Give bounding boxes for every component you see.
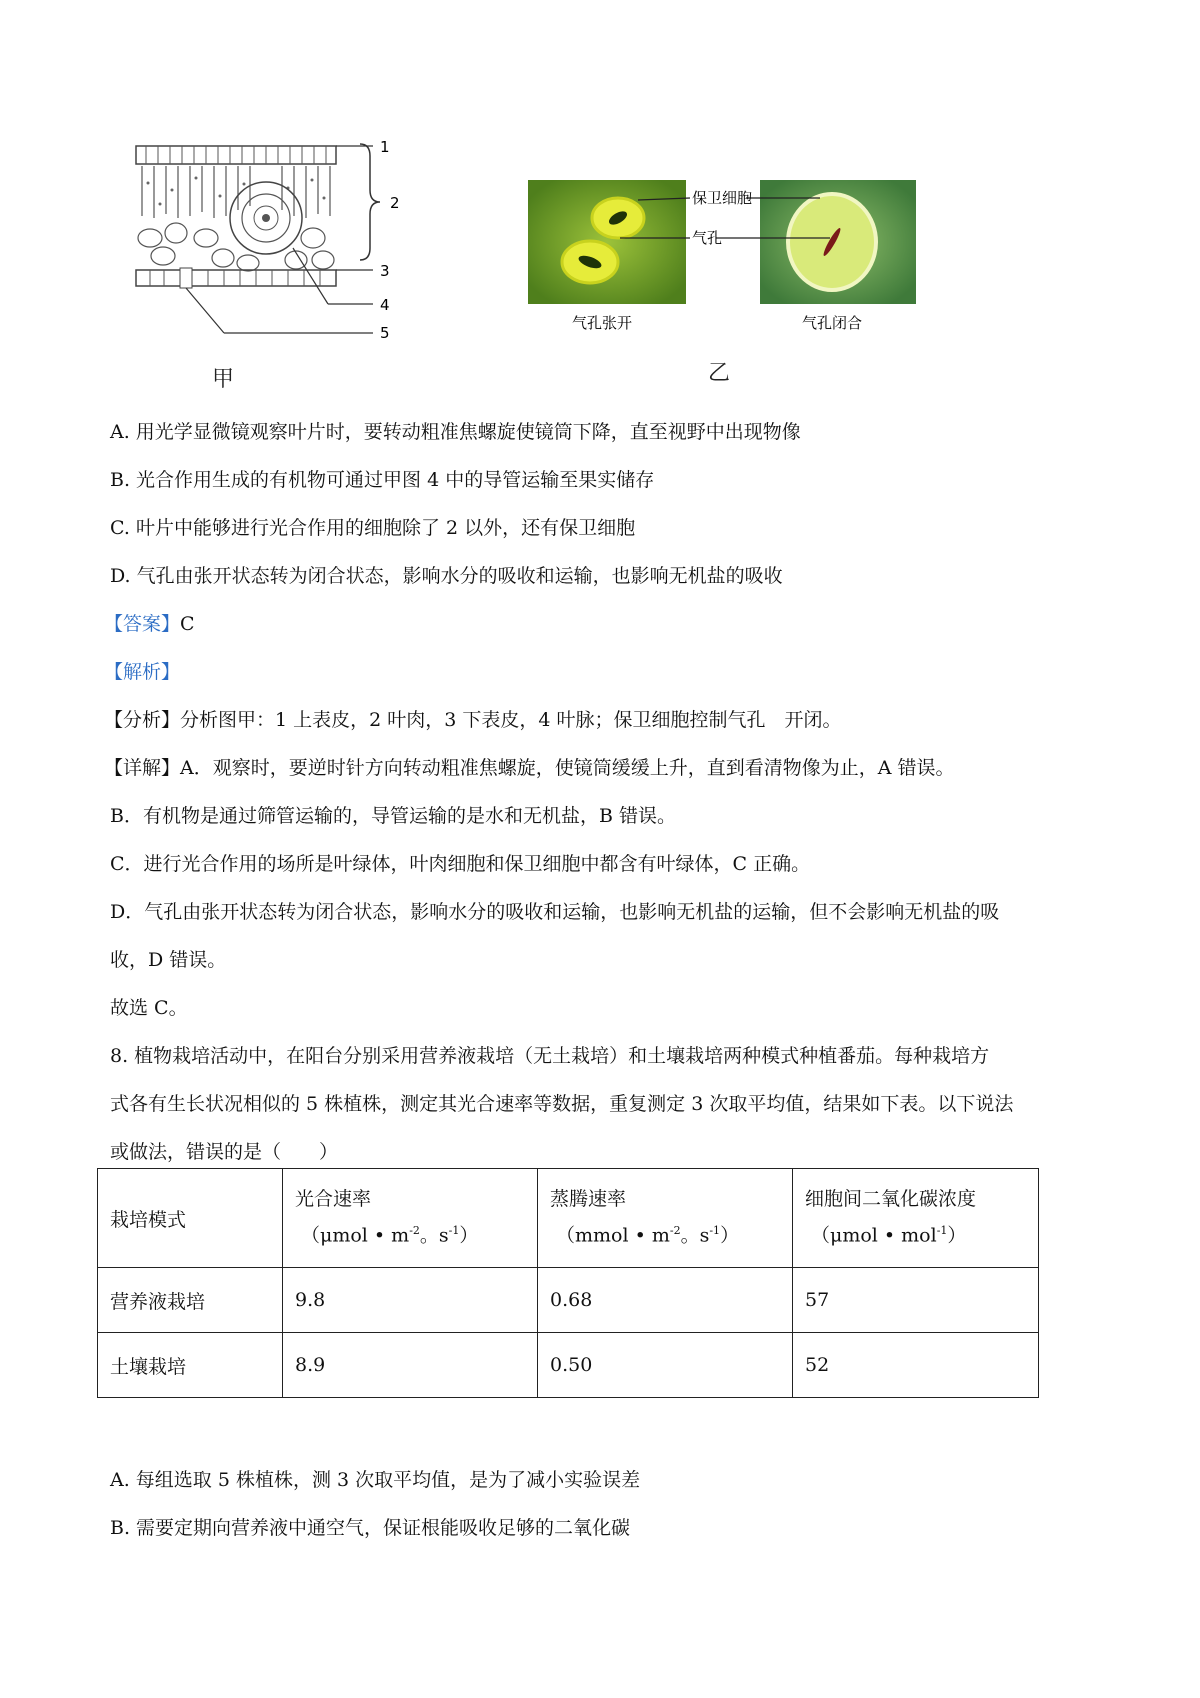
conclusion-line: 故选 C。 <box>110 997 188 1019</box>
q8-stem-line-1: 8. 植物栽培活动中，在阳台分别采用营养液栽培（无土栽培）和土壤栽培两种模式种植番茄。每种栽培方 <box>110 1045 990 1067</box>
jia-label-2: 2 <box>390 194 400 212</box>
table-row <box>98 1268 1039 1333</box>
fenxi-line <box>104 706 1120 734</box>
table-cell: 营养液栽培 <box>98 1268 283 1333</box>
analysis-line: 【解析】 <box>104 661 181 683</box>
table-row <box>98 1333 1039 1398</box>
q7-option-c: C. 叶片中能够进行光合作用的细胞除了 2 以外，还有保卫细胞 <box>110 517 636 539</box>
xiangjie-line-d: D．气孔由张开状态转为闭合状态，影响水分的吸收和运输，也影响无机盐的运输，但不会影响无机盐的吸 <box>110 901 1000 923</box>
xiangjie-line-b: B．有机物是通过筛管运输的，导管运输的是水和无机盐，B 错误。 <box>110 805 676 827</box>
header-mode: 栽培模式 <box>98 1169 283 1268</box>
xiangjie-text-a: A．观察时，要逆时针方向转动粗准焦螺旋，使镜筒缓缓上升，直到看清物像为止，A 错误。 <box>180 757 955 779</box>
jia-label-1: 1 <box>380 138 390 156</box>
caption-stoma-open: 气孔张开 <box>572 314 633 330</box>
caption-stoma-closed: 气孔闭合 <box>802 314 863 330</box>
xiangjie-line-a <box>104 754 1120 782</box>
table-cell: 52 <box>793 1333 1039 1398</box>
table-cell: 9.8 <box>283 1268 538 1333</box>
xiangjie-line-c: C．进行光合作用的场所是叶绿体，叶肉细胞和保卫细胞中都含有叶绿体，C 正确。 <box>110 853 811 875</box>
q7-option-b: B. 光合作用生成的有机物可通过甲图 4 中的导管运输至果实储存 <box>110 469 655 491</box>
q8-stem-line-2: 式各有生长状况相似的 5 株植株，测定其光合速率等数据，重复测定 3 次取平均值，结果如下表。以下说法 <box>110 1093 1014 1115</box>
label-stoma: 气孔 <box>692 229 723 247</box>
figure-yi-caption: 乙 <box>708 361 731 386</box>
answer-value: C <box>180 613 195 635</box>
stomata-photos <box>520 170 940 330</box>
xiangjie-line-d-cont: 收，D 错误。 <box>110 949 227 971</box>
fenxi-tag: 【分析】 <box>104 709 181 731</box>
jia-label-3: 3 <box>380 262 390 280</box>
answer-tag: 答案 <box>123 613 162 635</box>
figure-row <box>0 0 1200 400</box>
xiangjie-tag: 【详解】 <box>104 757 181 779</box>
fenxi-text: 分析图甲：1 上表皮，2 叶肉，3 下表皮，4 叶脉；保卫细胞控制气孔 开闭。 <box>180 709 842 731</box>
jia-label-4: 4 <box>380 296 390 314</box>
q7-option-a: A. 用光学显微镜观察叶片时，要转动粗准焦螺旋使镜筒下降，直至视野中出现物像 <box>110 421 801 443</box>
q8-option-a: A. 每组选取 5 株植株，测 3 次取平均值，是为了减小实验误差 <box>110 1469 641 1491</box>
header-co2-concentration: 细胞间二氧化碳浓度 （μmol • mol$^{-1}$） <box>793 1169 1039 1268</box>
table-cell: 57 <box>793 1268 1039 1333</box>
table-cell: 8.9 <box>283 1333 538 1398</box>
table-header-row <box>98 1169 1039 1268</box>
table-cell: 0.68 <box>538 1268 793 1333</box>
jia-label-5: 5 <box>380 324 390 342</box>
leaf-cross-section-diagram <box>128 138 428 388</box>
figure-jia-caption: 甲 <box>212 367 235 392</box>
answer-line: 【答案】C <box>104 613 195 635</box>
header-photosynthesis: 光合速率 （μmol • $m^{-2}$。$s^{-1}$） <box>283 1169 538 1268</box>
header-transpiration: 蒸腾速率 （mmol • $m^{-2}$。$s^{-1}$） <box>538 1169 793 1268</box>
table-cell: 0.50 <box>538 1333 793 1398</box>
q7-option-d: D. 气孔由张开状态转为闭合状态，影响水分的吸收和运输，也影响无机盐的吸收 <box>110 565 783 587</box>
cultivation-data-table <box>97 1168 1039 1398</box>
q8-option-b: B. 需要定期向营养液中通空气，保证根能吸收足够的二氧化碳 <box>110 1517 631 1539</box>
q8-stem-line-3: 或做法，错误的是（ ） <box>110 1141 339 1163</box>
table-cell: 土壤栽培 <box>98 1333 283 1398</box>
analysis-tag: 解析 <box>123 661 162 683</box>
label-guard-cell: 保卫细胞 <box>692 189 753 207</box>
